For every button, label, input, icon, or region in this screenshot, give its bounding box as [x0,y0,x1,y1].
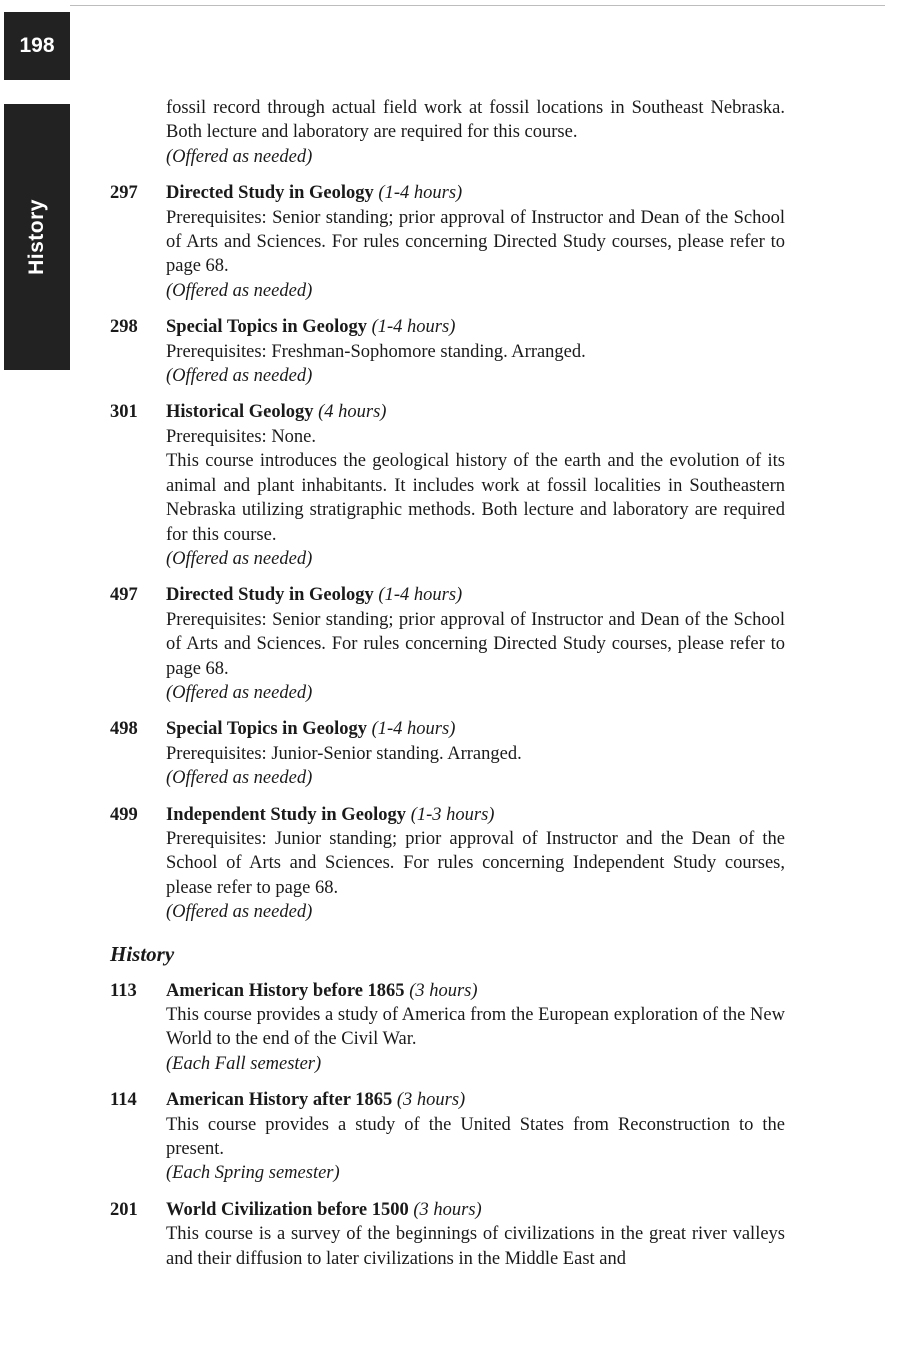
course-entry [110,583,785,705]
course-description: This course is a survey of the beginnings of civilizations in the great river valleys and their diffusion to later civilizations in the Middle East and [166,1224,785,1269]
course-title: Independent Study in Geology [166,804,407,825]
course-description: Prerequisites: Junior-Senior standing. Arranged. [166,743,522,764]
history-course-list [110,979,785,1271]
course-description: fossil record through actual field work at fossil locations in Southeast Nebraska. Both lecture and laboratory are required for this course. [166,98,785,143]
course-hours: (1-4 hours) [371,719,456,740]
course-offered: (Each Fall semester) [166,1053,322,1074]
course-hours: (1-4 hours) [371,317,456,338]
course-hours: (1-4 hours) [378,585,463,606]
course-entry [110,717,785,790]
page-content [110,96,785,1271]
course-offered: (Each Spring semester) [166,1163,340,1184]
course-entry [110,400,785,571]
section-tab-label: History [25,199,48,275]
course-description: This course provides a study of the United States from Reconstruction to the present. [166,1114,785,1160]
course-offered: (Offered as needed) [166,146,313,167]
course-title: American History before 1865 [166,980,405,1001]
course-title-line [166,315,785,339]
course-offered: (Offered as needed) [166,366,313,387]
course-number: 301 [110,402,138,423]
course-title: Historical Geology [166,402,314,423]
course-description: This course provides a study of America from the European exploration of the New World to the end of the Civil War. [166,1005,785,1050]
course-title: Special Topics in Geology [166,719,367,740]
course-title: Special Topics in Geology [166,317,367,338]
page-number: 198 [19,34,55,57]
course-number: 297 [110,183,138,204]
course-body [166,717,785,790]
course-entry [110,181,785,303]
course-description: Prerequisites: Freshman-Sophomore standing. Arranged. [166,341,586,362]
course-hours: (3 hours) [396,1090,466,1111]
course-body [166,583,785,705]
course-title-line [166,1198,785,1222]
top-rule [70,5,885,6]
course-offered: (Offered as needed) [166,280,313,301]
page-number-tab [4,12,70,80]
course-number: 201 [110,1199,138,1220]
course-entry [110,979,785,1077]
course-title: American History after 1865 [166,1090,393,1111]
course-title: Directed Study in Geology [166,585,374,606]
course-description: Prerequisites: None. [166,426,317,447]
course-number: 113 [110,980,137,1001]
course-body [166,803,785,925]
course-body [166,400,785,571]
section-heading-history: History [110,941,175,966]
course-title-line [166,717,785,741]
course-entry [110,1088,785,1186]
course-hours: (3 hours) [409,980,478,1001]
section-tab [4,104,70,370]
course-offered: (Offered as needed) [166,682,313,703]
course-hours: (3 hours) [413,1199,482,1220]
course-title: World Civilization before 1500 [166,1199,409,1220]
course-title-line [166,979,785,1003]
course-body [166,1198,785,1271]
course-body [166,315,785,388]
course-description: This course introduces the geological history of the earth and the evolution of its animal and plant inhabitants. It includes work at fossil localities in Southeastern Nebraska utilizing stratigraphic methods. Both lecture and laboratory are required for this course. [166,451,785,545]
course-description: Prerequisites: Senior standing; prior approval of Instructor and Dean of the School of Arts and Sciences. For rules concerning Directed Study courses, please refer to page 68. [166,207,785,277]
course-number: 498 [110,719,138,740]
course-offered: (Offered as needed) [166,548,313,569]
geology-course-list [110,181,785,924]
course-number: 298 [110,317,138,338]
course-body [166,181,785,303]
course-title-line [166,181,785,205]
course-hours: (1-4 hours) [378,183,463,204]
continued-course-text [110,96,785,169]
course-hours: (1-3 hours) [410,804,495,825]
course-title-line [166,1088,785,1112]
course-title-line [166,803,785,827]
course-hours: (4 hours) [318,402,387,423]
course-number: 497 [110,585,138,606]
course-number: 114 [110,1090,137,1111]
course-number: 499 [110,804,138,825]
course-entry [110,1198,785,1271]
course-title-line [166,400,785,424]
course-body [166,1088,785,1186]
course-description: Prerequisites: Senior standing; prior approval of Instructor and Dean of the School of Arts and Sciences. For rules concerning Directed Study courses, please refer to page 68. [166,609,785,679]
course-entry [110,803,785,925]
course-title: Directed Study in Geology [166,183,374,204]
course-offered: (Offered as needed) [166,902,313,923]
course-body [166,979,785,1077]
course-title-line [166,583,785,607]
course-offered: (Offered as needed) [166,768,313,789]
course-entry [110,315,785,388]
course-description: Prerequisites: Junior standing; prior approval of Instructor and the Dean of the School of Arts and Sciences. For rules concerning Independent Study courses, please refer to page 68. [166,828,785,898]
